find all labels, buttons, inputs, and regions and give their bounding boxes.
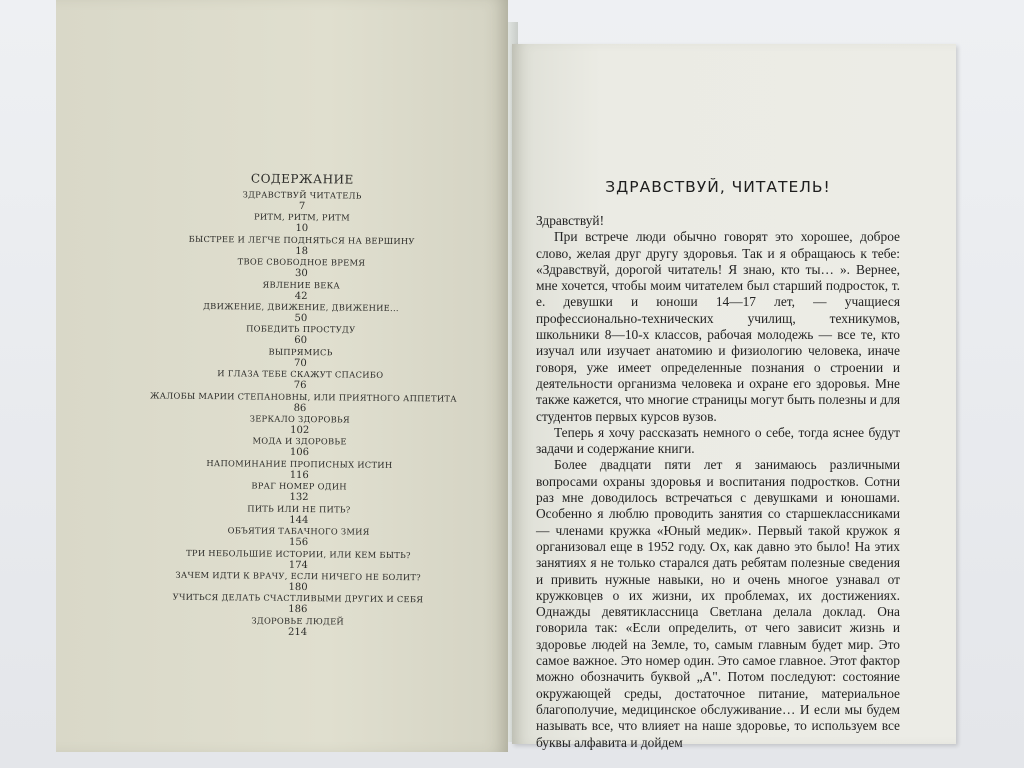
toc-entry-page: 106	[289, 447, 310, 459]
toc-entry-page: 18	[295, 245, 309, 257]
toc-entry-title: ЯВЛЕНИЕ ВЕКА	[262, 279, 341, 291]
toc-entry-title: ЗДОРОВЬЕ ЛЮДЕЙ	[251, 615, 345, 627]
toc-entry-page: 50	[294, 312, 308, 325]
toc-entry-page: 10	[295, 223, 309, 235]
toc-entry-title: УЧИТЬСЯ ДЕЛАТЬ СЧАСТЛИВЫМИ ДРУГИХ И СЕБЯ	[172, 591, 424, 605]
table-of-contents	[148, 170, 457, 639]
toc-entry-title: ЗЕРКАЛО ЗДОРОВЬЯ	[249, 413, 350, 425]
toc-title: СОДЕРЖАНИЕ	[250, 171, 354, 187]
toc-entry-page: 186	[288, 604, 308, 616]
toc-entry-title: РИТМ, РИТМ, РИТМ	[253, 211, 350, 223]
toc-entry-page: 156	[288, 536, 309, 549]
toc-entry-page: 132	[289, 492, 309, 504]
paragraph: При встрече люди обычно говорят это хорошее, доброе слово, желая друг другу здоровья. Так и я обращаюсь к тебе: «Здравствуй, дорогой читатель! Я знаю, кто ты… ». Вернее, мне хочется, чтобы моим читателем был старший подросток, т. е. девушки и юноши 14—17 лет, — учащиеся профессионально-технических училищ, техникумов, школьники 8—10-х классов, рабочая молодежь — все те, кто изучал или изучает анатомию и физиологию человека, иначе говоря, уже имеет определенные познания о строении и деятельности организма человека и охране его здоровья. Мне также кажется, что многие страницы могут быть полезны и для студентов первых курсов вузов.	[536, 229, 900, 424]
chapter-text	[536, 178, 900, 751]
toc-entry-page: 7	[298, 200, 306, 213]
toc-entry-page: 116	[289, 469, 309, 481]
toc-entry-page: 70	[294, 357, 307, 369]
toc-entry-page: 60	[294, 335, 308, 347]
chapter-title: ЗДРАВСТВУЙ, ЧИТАТЕЛЬ!	[605, 178, 831, 196]
toc-entry-page: 174	[288, 559, 308, 571]
toc-entry-title: ЖАЛОБЫ МАРИИ СТЕПАНОВНЫ, ИЛИ ПРИЯТНОГО АППЕТИТА	[150, 390, 457, 404]
toc-entry-page: 102	[290, 424, 310, 437]
toc-entry-title: НАПОМИНАНИЕ ПРОПИСНЫХ ИСТИН	[206, 457, 393, 470]
toc-entry-title: ЗАЧЕМ ИДТИ К ВРАЧУ, ЕСЛИ НИЧЕГО НЕ БОЛИТ?	[175, 569, 422, 583]
toc-entry-page: 180	[288, 581, 308, 593]
toc-entry-title: ТВОЕ СВОБОДНОЕ ВРЕМЯ	[237, 256, 366, 268]
toc-list	[148, 188, 457, 639]
toc-entry-page: 214	[288, 626, 308, 638]
greeting-line: Здравствуй!	[536, 213, 605, 228]
toc-entry-page: 86	[293, 402, 307, 414]
toc-entry-title: ЗДРАВСТВУЙ ЧИТАТЕЛЬ	[242, 189, 362, 201]
toc-entry-title: МОДА И ЗДОРОВЬЕ	[252, 435, 347, 447]
toc-entry-page: 144	[289, 514, 309, 526]
toc-entry-title: ПОБЕДИТЬ ПРОСТУДУ	[246, 323, 356, 336]
toc-entry-title: ОБЪЯТИЯ ТАБАЧНОГО ЗМИЯ	[227, 525, 370, 537]
paragraph: Более двадцати пяти лет я занимаюсь различными вопросами охраны здоровья и воспитания подростков. Сотни раз мне доводилось встречаться с девушками и юношами. Особенно я люблю проводить занятия со старшеклассниками — членами кружка «Юный медик». Первый такой кружок я организовал еще в 1952 году. Ох, как давно это было! На этих занятиях я не только старался дать ребятам полезные сведения и привить нужные навыки, но и очень многое узнавал от кружковцев о их жизни, их проблемах, их достижениях. Однажды девятиклассница Светлана делала доклад. Она говорила так: «Если определить, от чего зависит жизнь и здоровье людей на Земле, то, самым главным будет мир. Это самое важное. Это номер один. Это самое главное. Этот фактор можно обозначить буквой „А". Потом последуют: состояние окружающей среды, достаточное питание, материальное благополучие, медицинское обслуживание… И если мы будем называть все, что влияет на наше здоровье, то используем все буквы алфавита и дойдем	[536, 457, 900, 750]
toc-entry-page: 42	[294, 290, 308, 302]
paragraph: Теперь я хочу рассказать немного о себе, тогда яснее будут задачи и содержание книги.	[536, 424, 900, 457]
toc-entry-title: ВРАГ НОМЕР ОДИН	[251, 480, 347, 492]
toc-entry-title: ТРИ НЕБОЛЬШИЕ ИСТОРИИ, ИЛИ КЕМ БЫТЬ?	[186, 547, 411, 560]
toc-entry-title: ДВИЖЕНИЕ, ДВИЖЕНИЕ, ДВИЖЕНИЕ...	[203, 301, 399, 314]
toc-entry-title: ПИТЬ ИЛИ НЕ ПИТЬ?	[247, 503, 351, 515]
toc-entry-title: БЫСТРЕЕ И ЛЕГЧЕ ПОДНЯТЬСЯ НА ВЕРШИНУ	[188, 233, 415, 247]
toc-entry-page: 76	[293, 380, 307, 392]
toc-entry-page: 30	[294, 268, 308, 280]
toc-entry-title: ВЫПРЯМИСЬ	[268, 346, 333, 358]
toc-entry-title: И ГЛАЗА ТЕБЕ СКАЖУТ СПАСИБО	[217, 368, 384, 381]
